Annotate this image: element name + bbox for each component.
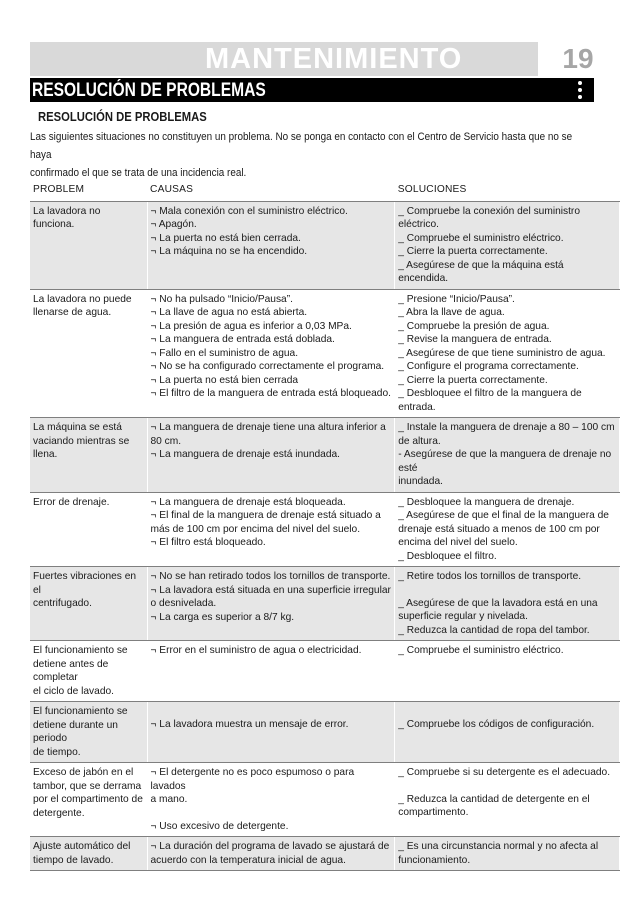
causes-line — [151, 807, 392, 820]
cell-solutions — [395, 702, 620, 763]
causes-line: ¬ La manguera de drenaje está inundada. — [150, 449, 340, 460]
table-row — [30, 289, 620, 418]
cell-solutions — [395, 837, 620, 871]
cell-causes — [147, 641, 395, 702]
causes-line: ¬ La máquina no se ha encendido. — [150, 246, 308, 257]
cell-causes — [147, 702, 395, 763]
cell-causes — [147, 567, 395, 641]
table-row — [30, 492, 620, 567]
causes-line: ¬ La duración del programa de lavado se ajustará de — [150, 841, 390, 852]
solutions-line: _ Instale la manguera de drenaje a 80 – 100 cm — [398, 422, 615, 433]
solutions-line: _ Cierre la puerta correctamente. — [398, 374, 548, 386]
causes-line: ¬ El detergente no es poco espumoso o para lavados — [150, 767, 355, 792]
solutions-line: drenaje está situado a menos de 100 cm por — [398, 523, 600, 535]
cell-causes — [147, 201, 395, 289]
problem-line: por el compartimento de — [33, 794, 143, 805]
table-row — [30, 201, 620, 289]
causes-line: ¬ La manguera de drenaje está bloqueada. — [150, 496, 346, 508]
causes-line: ¬ Mala conexión con el suministro eléctrico. — [150, 205, 348, 217]
cell-causes — [147, 763, 395, 837]
causes-line: ¬ Uso excesivo de detergente. — [150, 820, 289, 832]
problem-line: el ciclo de lavado. — [33, 685, 114, 697]
problem-line: Error de drenaje. — [33, 496, 110, 508]
solutions-line: - Asegúrese de que la manguera de drenaje no esté — [398, 449, 612, 474]
cell-problem — [30, 201, 147, 289]
solutions-line: funcionamiento. — [398, 854, 471, 866]
cell-solutions — [395, 641, 620, 702]
cell-solutions — [395, 201, 620, 289]
solutions-line: _ Reduzca la cantidad de ropa del tambor. — [398, 624, 590, 636]
solutions-line: _ Asegúrese de que la lavadora está en una — [398, 597, 598, 609]
intro-line: Las siguientes situaciones no constituyen un problema. No se ponga en contacto con el Centro de Servicio hasta que no se haya — [30, 131, 573, 161]
problem-line: La lavadora no funciona. — [33, 205, 101, 230]
causes-line: ¬ La llave de agua no está abierta. — [150, 307, 308, 318]
solutions-line: _ Compruebe el suministro eléctrico. — [398, 645, 564, 656]
causes-line: más de 100 cm por encima del nivel del suelo. — [150, 523, 361, 535]
solutions-line: _ Reduzca la cantidad de detergente en el — [398, 793, 590, 805]
solutions-line: _ Presione “Inicio/Pausa”. — [398, 293, 515, 305]
solutions-line: _ Compruebe la presión de agua. — [398, 320, 550, 332]
troubleshooting-table — [30, 176, 620, 871]
column-header-solutions: SOLUCIONES — [395, 176, 620, 201]
solutions-line: _ Retire todos los tornillos de transporte. — [398, 571, 582, 582]
causes-line — [151, 705, 392, 718]
problem-line: centrifugado. — [33, 598, 92, 609]
causes-line: ¬ No se han retirado todos los tornillos de transporte. — [150, 571, 391, 582]
solutions-line: _ Compruebe los códigos de configuración. — [398, 719, 595, 730]
problem-line: detiene antes de completar — [33, 658, 109, 683]
solutions-line: _ Asegúrese de que la máquina está encendida. — [398, 259, 564, 284]
problem-line: La lavadora no puede — [33, 293, 132, 305]
cell-solutions — [395, 567, 620, 641]
causes-line: 80 cm. — [150, 435, 182, 447]
cell-problem — [30, 641, 147, 702]
solutions-line: _ Desbloquee el filtro. — [398, 550, 497, 562]
causes-line: ¬ El final de la manguera de drenaje está situado a — [150, 510, 381, 521]
causes-line: ¬ La lavadora está situada en una superficie irregular — [150, 584, 391, 596]
solutions-line: _ Revise la manguera de entrada. — [398, 334, 552, 345]
solutions-line: _ Asegúrese de que tiene suministro de agua. — [398, 347, 606, 359]
cell-solutions — [395, 492, 620, 567]
solutions-line: _ Abra la llave de agua. — [398, 307, 505, 318]
table-row — [30, 641, 620, 702]
cell-solutions — [395, 289, 620, 418]
cell-problem — [30, 492, 147, 567]
causes-line: ¬ El filtro está bloqueado. — [150, 537, 266, 548]
solutions-line: inundada. — [398, 476, 443, 487]
causes-line: ¬ Apagón. — [150, 219, 197, 230]
solutions-line: _ Desbloquee la manguera de drenaje. — [398, 496, 575, 508]
solutions-line: _ Asegúrese de que el final de la manguera de — [398, 510, 609, 521]
solutions-line: encima del nivel del suelo. — [398, 537, 518, 548]
solutions-line: _ Cierre la puerta correctamente. — [398, 246, 548, 257]
solutions-line: _ Compruebe si su detergente es el adecuado. — [398, 767, 611, 778]
causes-line: ¬ La puerta no está bien cerrada. — [150, 232, 301, 244]
causes-line: acuerdo con la temperatura inicial de agua. — [150, 854, 346, 866]
cell-causes — [147, 837, 395, 871]
cell-causes — [147, 492, 395, 567]
causes-line: ¬ Error en el suministro de agua o electricidad. — [150, 645, 362, 656]
causes-line: ¬ El filtro de la manguera de entrada está bloqueado. — [150, 388, 391, 399]
table-body — [30, 201, 620, 871]
cell-solutions — [395, 418, 620, 493]
problem-line: El funcionamiento se — [33, 645, 128, 656]
page-number: 19 — [562, 43, 594, 74]
problem-line: de tiempo. — [33, 746, 81, 758]
problem-line: tambor, que se derrama — [33, 780, 142, 792]
problem-line: tiempo de lavado. — [33, 854, 114, 866]
solutions-line: _ Configure el programa correctamente. — [398, 361, 579, 372]
solutions-line: de altura. — [398, 435, 441, 447]
solutions-line: compartimento. — [398, 807, 469, 818]
page-title: MANTENIMIENTO — [205, 43, 463, 75]
dot — [578, 95, 582, 99]
section-bar — [30, 78, 570, 102]
cell-problem — [30, 567, 147, 641]
cell-problem — [30, 702, 147, 763]
solutions-line — [398, 705, 616, 718]
section-title: RESOLUCIÓN DE PROBLEMAS — [32, 80, 266, 101]
column-header-causes: CAUSAS — [147, 176, 395, 201]
dot — [578, 81, 582, 85]
solutions-line: _ Desbloquee el filtro de la manguera de entrada. — [398, 388, 582, 413]
cell-causes — [147, 418, 395, 493]
table-row — [30, 837, 620, 871]
table-row — [30, 418, 620, 493]
intro-line: confirmado el que se trata de una incidencia real. — [30, 167, 247, 179]
column-header-problem: PROBLEM — [30, 176, 147, 201]
cell-problem — [30, 289, 147, 418]
table-row — [30, 567, 620, 641]
problem-line: Fuertes vibraciones en el — [33, 571, 137, 596]
causes-line: ¬ La presión de agua es inferior a 0,03 MPa. — [150, 320, 352, 332]
causes-line: ¬ La puerta no está bien cerrada — [150, 374, 299, 386]
solutions-line: superficie regular y nivelada. — [398, 611, 528, 622]
section-subtitle: RESOLUCIÓN DE PROBLEMAS — [38, 110, 207, 124]
dots-icon — [566, 78, 594, 102]
problem-line: detiene durante un periodo — [33, 719, 118, 744]
problem-line: La máquina se está — [33, 422, 122, 433]
causes-line: ¬ La lavadora muestra un mensaje de error. — [150, 719, 349, 730]
table-row — [30, 763, 620, 837]
causes-line: ¬ La manguera de drenaje tiene una altura inferior a — [150, 422, 386, 433]
intro-paragraph — [30, 128, 588, 182]
cell-solutions — [395, 763, 620, 837]
causes-line: ¬ La manguera de entrada está doblada. — [150, 334, 335, 345]
problem-line: El funcionamiento se — [33, 706, 128, 717]
solutions-line: _ Compruebe el suministro eléctrico. — [398, 232, 564, 244]
problem-line: vaciando mientras se llena. — [33, 435, 130, 460]
causes-line: o desnivelada. — [150, 598, 217, 609]
cell-problem — [30, 837, 147, 871]
problem-line: detergente. — [33, 807, 85, 819]
causes-line: ¬ No se ha configurado correctamente el programa. — [150, 361, 385, 372]
solutions-line: _ Es una circunstancia normal y no afecta al — [398, 841, 599, 852]
causes-line: ¬ Fallo en el suministro de agua. — [150, 347, 299, 359]
problem-line: Ajuste automático del — [33, 841, 131, 852]
cell-causes — [147, 289, 395, 418]
table-header-row — [30, 176, 620, 201]
causes-line: ¬ No ha pulsado “Inicio/Pausa”. — [150, 293, 293, 305]
cell-problem — [30, 418, 147, 493]
solutions-line — [398, 584, 616, 597]
dot — [578, 88, 582, 92]
cell-problem — [30, 763, 147, 837]
problem-line: llenarse de agua. — [33, 307, 112, 318]
solutions-line: _ Compruebe la conexión del suministro eléctrico. — [398, 205, 580, 230]
table-row — [30, 702, 620, 763]
solutions-line — [398, 780, 616, 793]
causes-line: a mano. — [150, 794, 188, 805]
causes-line: ¬ La carga es superior a 8/7 kg. — [150, 611, 295, 623]
problem-line: Exceso de jabón en el — [33, 767, 134, 778]
